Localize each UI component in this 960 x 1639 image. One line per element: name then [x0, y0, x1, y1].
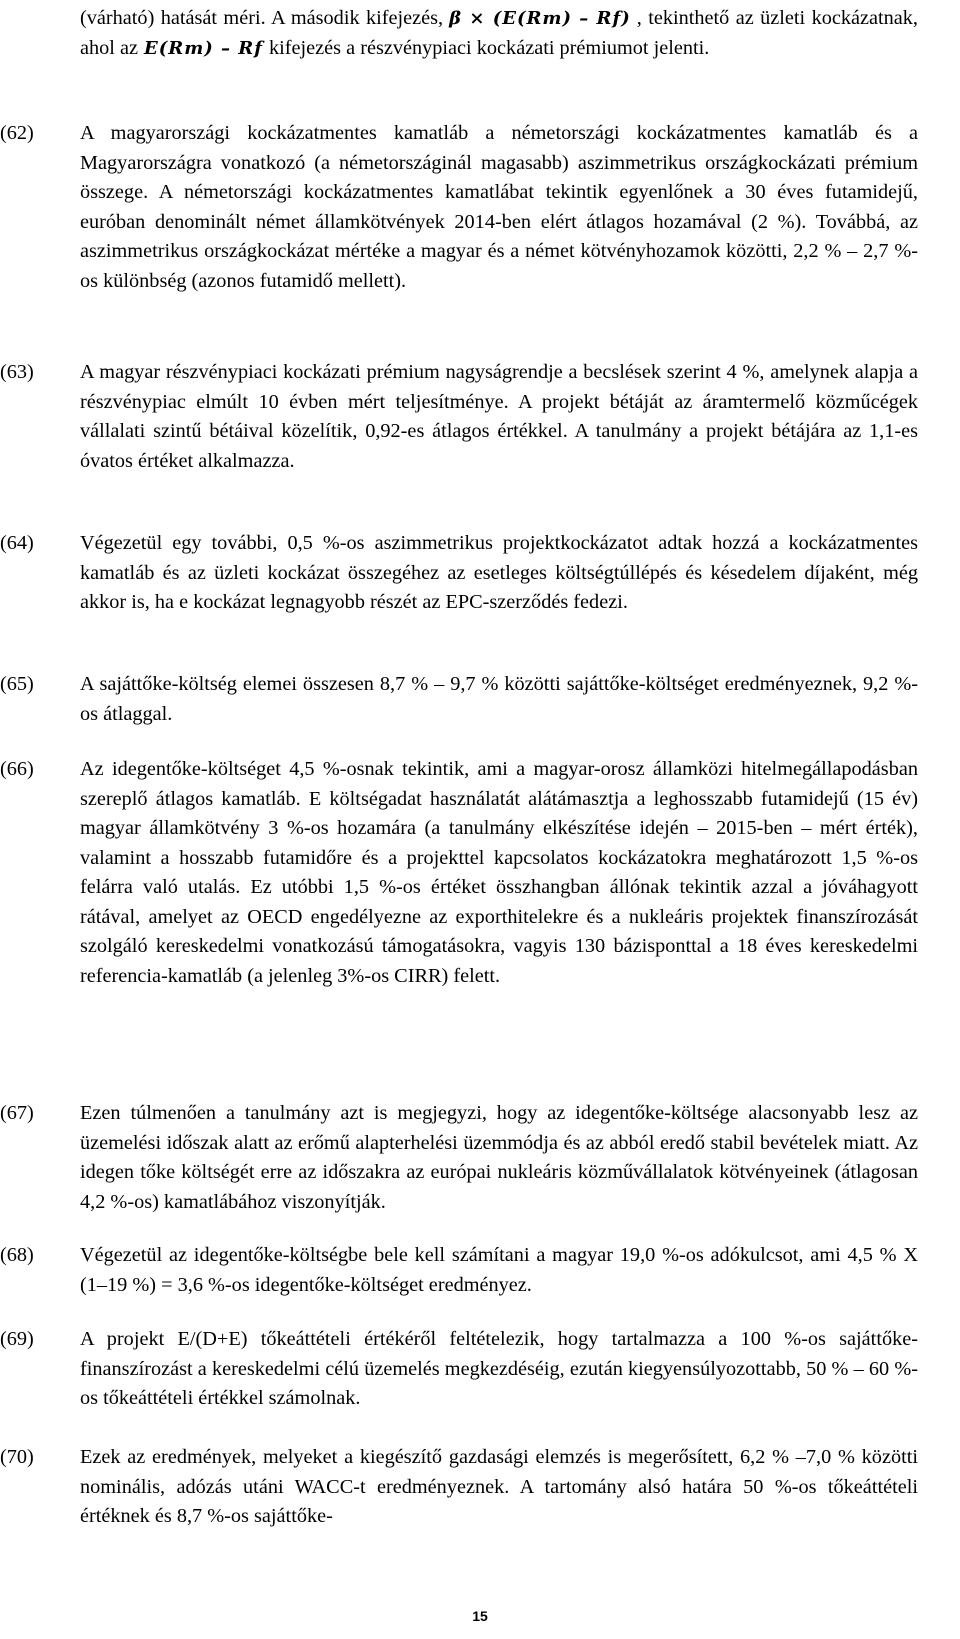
- paragraph-number: (66): [0, 758, 34, 780]
- paragraph-text: Ezek az eredmények, melyeket a kiegészítő gazdasági elemzés is megerősített, 6,2 % –7,0 % közötti nominális, adózás utáni WACC-t eredményeznek. A tartomány alsó határa 50 %-os tőkeáttételi értéknek és 8,7 %-os sajáttőke-: [80, 1446, 918, 1527]
- paragraph-65: [0, 670, 918, 729]
- intro-text-1: (várható) hatását méri. A második kifejezés,: [80, 7, 444, 29]
- paragraph-number: (62): [0, 122, 34, 144]
- paragraph-62: [0, 119, 918, 296]
- paragraph-70: [0, 1443, 918, 1532]
- paragraph-67: [0, 1099, 918, 1217]
- paragraph-66: [0, 755, 918, 991]
- paragraph-64: [0, 529, 918, 618]
- paragraph-text: Az idegentőke-költséget 4,5 %-osnak tekintik, ami a magyar-orosz államközi hitelmegállapodásban szereplő átlagos kamatláb. E költségadat használatát alátámasztja a leghosszabb futamidejű (15 év) magyar államkötvény 3 %-os hozamára (a tanulmány elkészítése idején – 2015-ben – mért érték), valamint a hosszabb futamidőre és a projekttel kapcsolatos kockázatokra meghatározott 1,5 %-os felárra való utalás. Ez utóbbi 1,5 %-os értéket összhangban állónak tekintik azzal a jóváhagyott rátával, amelyet az OECD engedélyezne az exporthitelekre és a nukleáris projektek finanszírozását szolgáló kereskedelmi vonatkozású támogatásokra, vagyis 130 bázisponttal a 18 éves kereskedelmi referencia-kamatláb (a jelenleg 3%-os CIRR) felett.: [80, 758, 918, 987]
- paragraph-63: [0, 358, 918, 476]
- paragraph-text: A magyarországi kockázatmentes kamatláb a németországi kockázatmentes kamatláb és a Magyarországra vonatkozó (a németországinál magasabb) aszimmetrikus országkockázati prémium összege. A németországi kockázatmentes kamatlábat tekintik egyenlőnek a 30 éves futamidejű, euróban denominált német államkötvények 2014-ben elért átlagos hozamával (2 %). Továbbá, az aszimmetrikus országkockázat mértéke a magyar és a német kötvényhozamok közötti, 2,2 % – 2,7 %-os különbség (azonos futamidő mellett).: [80, 122, 918, 292]
- paragraph-text: A sajáttőke-költség elemei összesen 8,7 % – 9,7 % közötti sajáttőke-költséget eredményeznek, 9,2 %-os átlaggal.: [80, 673, 918, 725]
- paragraph-number: (70): [0, 1446, 34, 1468]
- page-number: 15: [472, 1608, 488, 1624]
- paragraph-text: A magyar részvénypiaci kockázati prémium nagyságrendje a becslések szerint 4 %, amelynek alapja a részvénypiac elmúlt 10 évben mért teljesítménye. A projekt bétáját az áramtermelő közműcégek vállalati szintű bétáival közelítik, 0,92-es átlagos értékkel. A tanulmány a projekt bétájára az 1,1-es óvatos értéket alkalmazza.: [80, 361, 918, 472]
- formula-market-premium: E(Rm) – Rf: [144, 37, 263, 59]
- intro-text-2: , tekinthető az üzleti kockázatnak, ahol az: [80, 7, 918, 59]
- paragraph-text: Végezetül egy további, 0,5 %-os aszimmetrikus projektkockázatot adtak hozzá a kockázatmentes kamatláb és az üzleti kockázat összegéhez az esetleges költségtúllépés és késedelem díjaként, még akkor is, ha e kockázat legnagyobb részét az EPC-szerződés fedezi.: [80, 532, 918, 613]
- paragraph-text: A projekt E/(D+E) tőkeáttételi értékéről feltételezik, hogy tartalmazza a 100 %-os sajáttőke-finanszírozást a kereskedelmi célú üzemelés megkezdéséig, ezután kiegyensúlyozottabb, 50 % – 60 %-os tőkeáttételi értékkel számolnak.: [80, 1328, 918, 1409]
- intro-paragraph: [80, 4, 918, 63]
- paragraph-text: Végezetül az idegentőke-költségbe bele kell számítani a magyar 19,0 %-os adókulcsot, ami 4,5 % X (1–19 %) = 3,6 %-os idegentőke-költséget eredményez.: [80, 1244, 918, 1296]
- paragraph-68: [0, 1241, 918, 1300]
- paragraph-number: (63): [0, 361, 34, 383]
- paragraph-number: (64): [0, 532, 34, 554]
- paragraph-text: Ezen túlmenően a tanulmány azt is megjegyzi, hogy az idegentőke-költsége alacsonyabb lesz az üzemelési időszak alatt az erőmű alapterhelési üzemmódja és az abból eredő stabil bevételek miatt. Az idegen tőke költségét erre az időszakra az európai nukleáris közművállalatok kötvényeinek (átlagosan 4,2 %-os) kamatlábához viszonyítják.: [80, 1102, 918, 1213]
- intro-text-3: kifejezés a részvénypiaci kockázati prémiumot jelenti.: [269, 36, 710, 59]
- paragraph-number: (68): [0, 1244, 34, 1266]
- paragraph-number: (65): [0, 673, 34, 695]
- paragraph-69: [0, 1325, 918, 1414]
- paragraph-number: (67): [0, 1102, 34, 1124]
- paragraph-number: (69): [0, 1328, 34, 1350]
- formula-risk-premium-beta: β × (E(Rm) – Rf): [449, 8, 631, 29]
